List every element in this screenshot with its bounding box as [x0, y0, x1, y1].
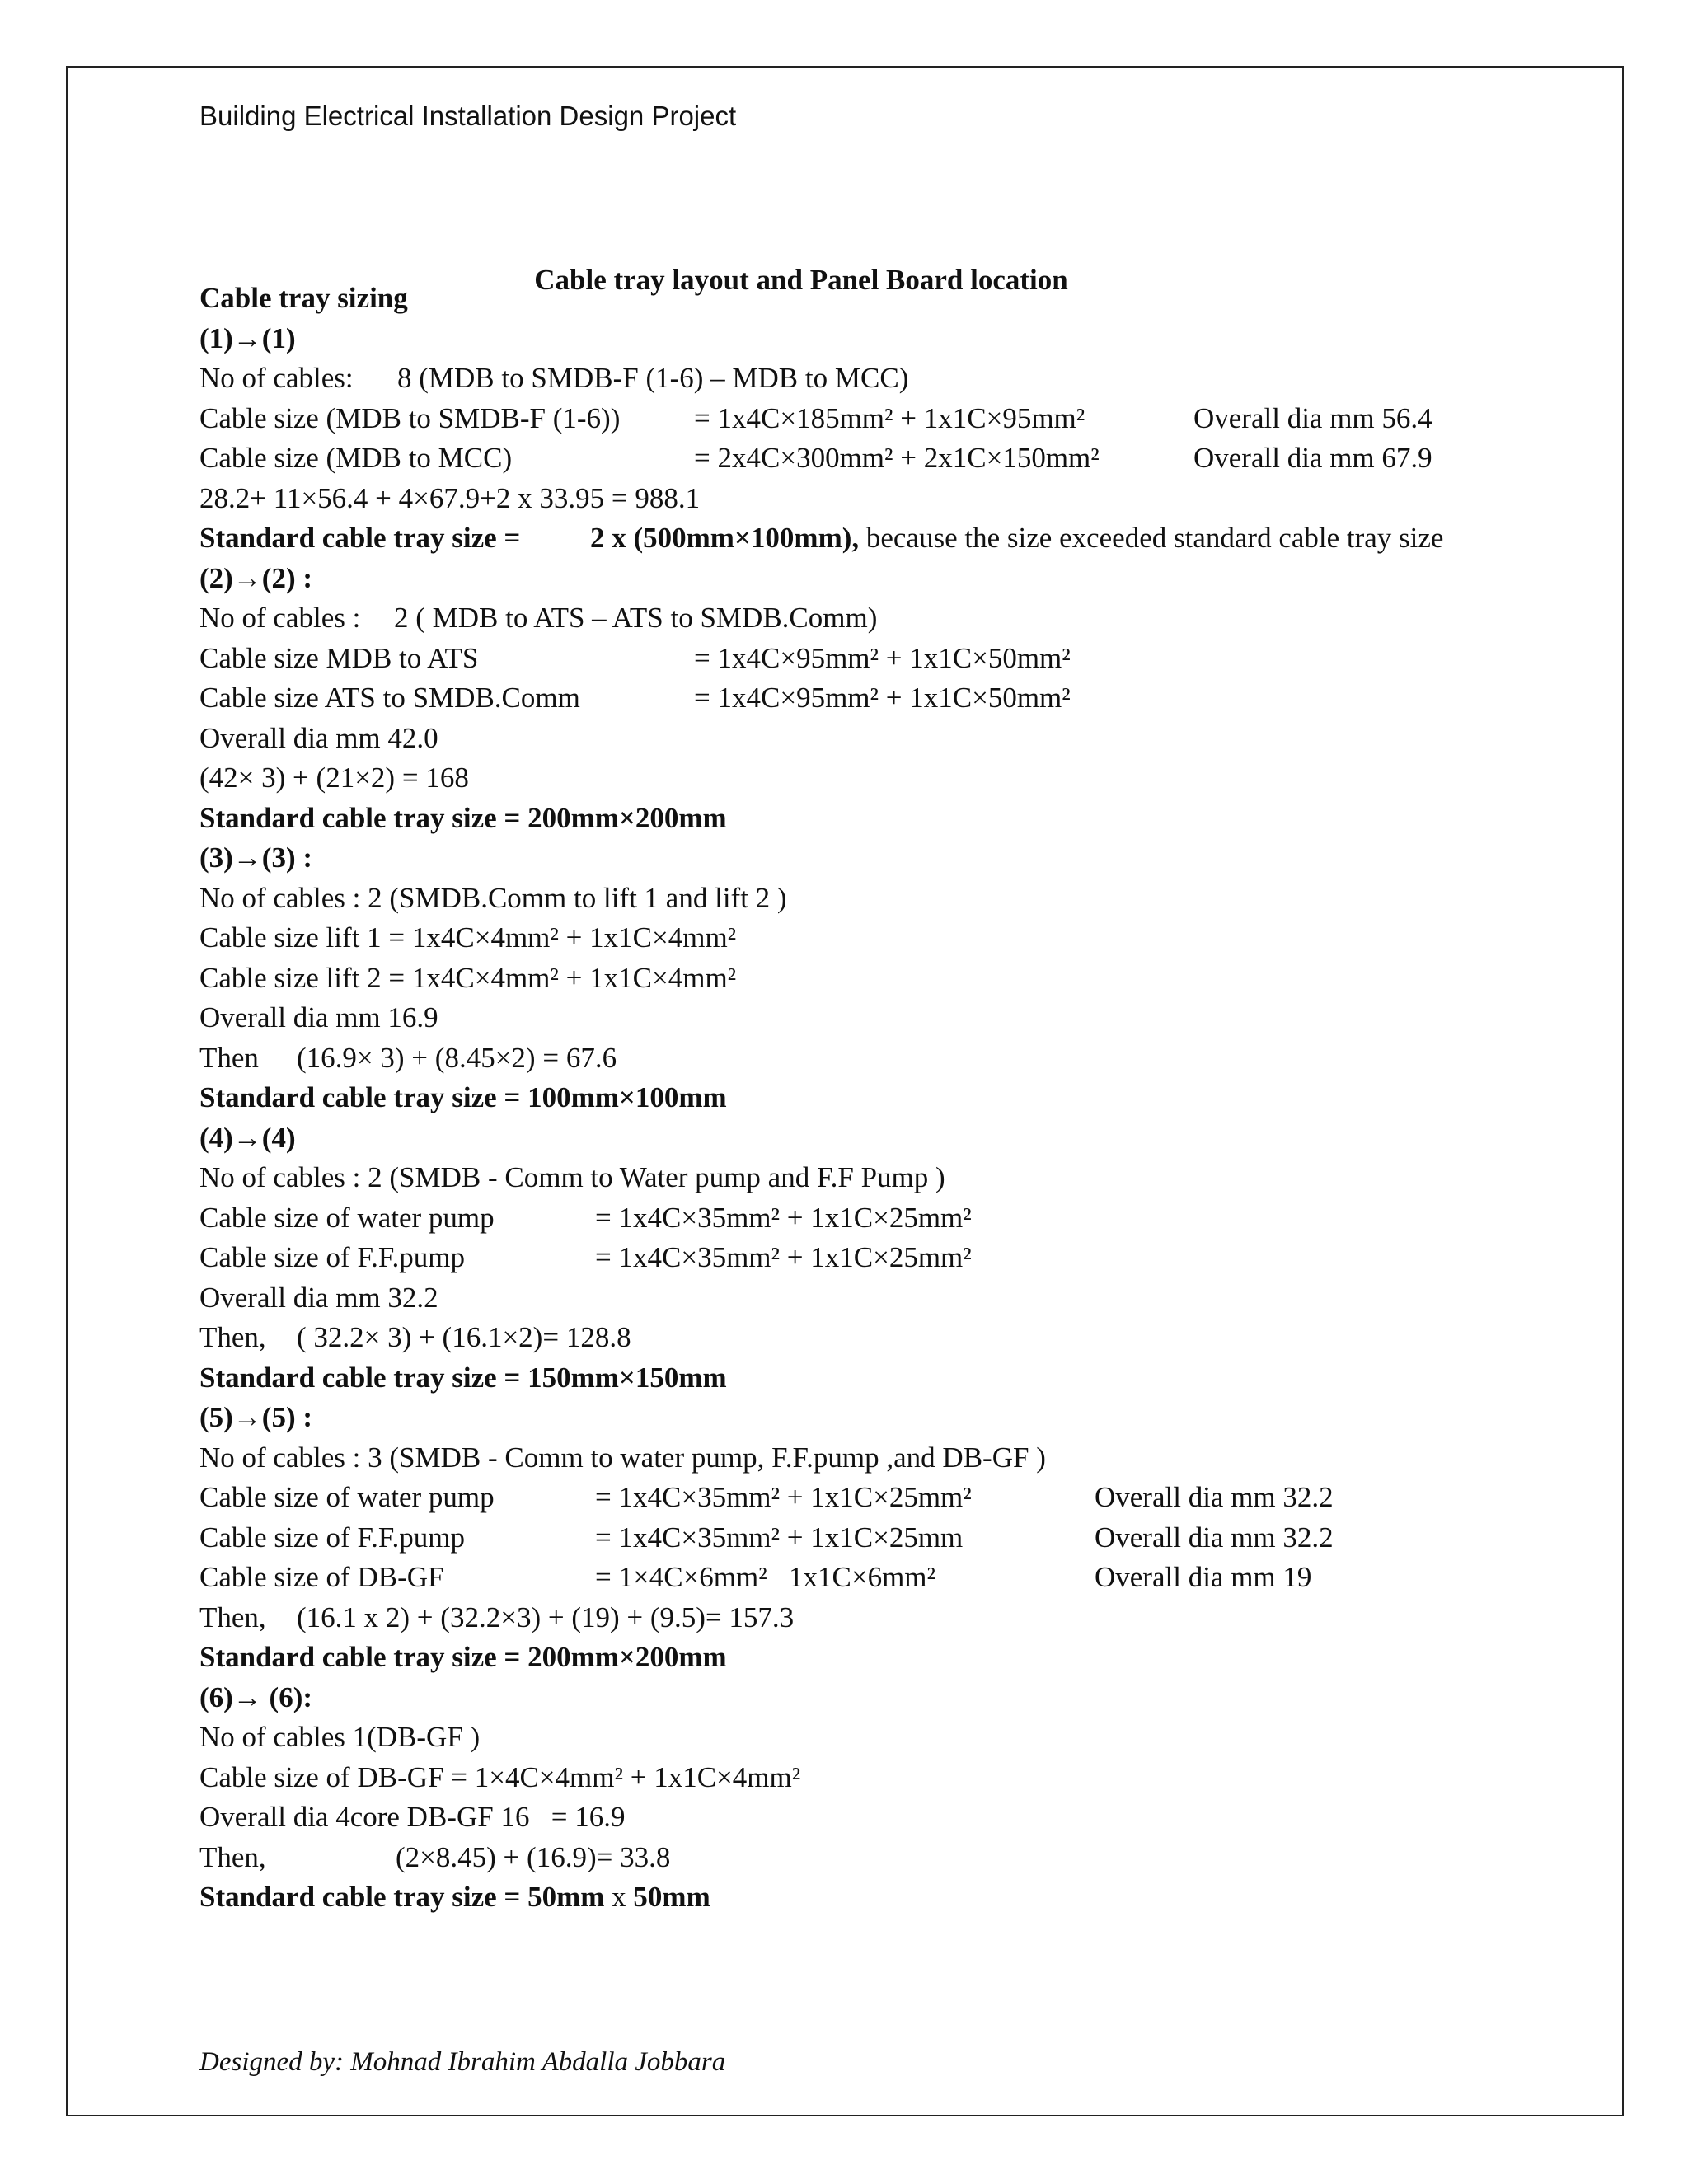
s4-r2-value: = 1x4C×35mm² + 1x1C×25mm² [595, 1241, 972, 1273]
designer-credit: Designed by: Mohnad Ibrahim Abdalla Jobbara [199, 2047, 726, 2077]
s4-label: (4)→(4) [199, 1121, 296, 1154]
s5-r3-value: = 1×4C×6mm² 1x1C×6mm² [595, 1561, 936, 1593]
s3-then-row [199, 1038, 1584, 1079]
s4-dia: Overall dia mm 32.2 [199, 1281, 438, 1314]
s4-then: Then, [199, 1321, 266, 1353]
s1-r2-value: = 2x4C×300mm² + 2x1C×150mm² [694, 442, 1100, 474]
s3-row-1: Cable size lift 1 = 1x4C×4mm² + 1x1C×4mm² [199, 921, 737, 954]
s5-r2-label: Cable size of F.F.pump [199, 1521, 466, 1554]
s1-r1-label: Cable size (MDB to SMDB-F (1-6)) [199, 401, 621, 434]
s6-std-b: 50mm [633, 1881, 710, 1913]
s6-calc: (2×8.45) + (16.9)= 33.8 [396, 1840, 671, 1873]
s6-label: (6)→ (6): [199, 1680, 313, 1713]
s2-row-1 [199, 639, 1584, 679]
s4-then-row [199, 1318, 1584, 1358]
s1-cables-value: 8 (MDB to SMDB-F (1-6) – MDB to MCC) [397, 362, 909, 394]
section-heading: Cable tray sizing [199, 282, 408, 314]
s5-standard: Standard cable tray size = 200mm×200mm [199, 1641, 727, 1673]
s1-std-wrap [590, 518, 1443, 559]
s1-label: (1)→(1) [199, 321, 296, 354]
s3-dia: Overall dia mm 16.9 [199, 1001, 438, 1033]
s5-then: Then, [199, 1601, 266, 1633]
s5-calc: (16.1 x 2) + (32.2×3) + (19) + (9.5)= 157.3 [297, 1601, 795, 1633]
s3-cables: No of cables : 2 (SMDB.Comm to lift 1 and lift 2 ) [199, 881, 787, 914]
s5-row-3 [199, 1558, 1584, 1598]
s2-cables [199, 598, 1584, 639]
s1-cables [199, 359, 1584, 399]
s2-cables-value: 2 ( MDB to ATS – ATS to SMDB.Comm) [394, 602, 878, 634]
page-title: Cable tray layout and Panel Board location [534, 264, 1068, 296]
s2-r1-label: Cable size MDB to ATS [199, 641, 479, 674]
s2-r2-label: Cable size ATS to SMDB.Comm [199, 682, 580, 714]
s5-r1-dia: Overall dia mm 32.2 [1095, 1481, 1334, 1513]
document-body [199, 279, 1584, 1918]
s3-label: (3)→(3) : [199, 841, 313, 874]
s2-r2-value: = 1x4C×95mm² + 1x1C×50mm² [694, 682, 1071, 714]
s4-r2-label: Cable size of F.F.pump [199, 1241, 466, 1273]
s1-r2-dia: Overall dia mm 67.9 [1193, 442, 1432, 474]
s1-r2-label: Cable size (MDB to MCC) [199, 442, 513, 474]
s3-calc: (16.9× 3) + (8.45×2) = 67.6 [297, 1041, 617, 1074]
s4-r1-value: = 1x4C×35mm² + 1x1C×25mm² [595, 1201, 972, 1234]
s5-label: (5)→(5) : [199, 1401, 313, 1433]
s4-calc: ( 32.2× 3) + (16.1×2)= 128.8 [297, 1321, 631, 1353]
s1-std-note: because the size exceeded standard cable tray size [859, 522, 1444, 554]
s6-dia: Overall dia 4core DB-GF 16 = 16.9 [199, 1801, 626, 1833]
s5-r2-dia: Overall dia mm 32.2 [1095, 1521, 1334, 1554]
s2-dia: Overall dia mm 42.0 [199, 721, 438, 754]
s6-cables: No of cables 1(DB-GF ) [199, 1721, 481, 1753]
s6-then: Then, [199, 1840, 266, 1873]
s5-r3-dia: Overall dia mm 19 [1095, 1561, 1312, 1593]
s5-r3-label: Cable size of DB-GF [199, 1561, 444, 1593]
s1-cables-label: No of cables: [199, 362, 354, 394]
s5-row-2 [199, 1518, 1584, 1558]
s4-r1-label: Cable size of water pump [199, 1201, 495, 1234]
s1-row-1 [199, 399, 1584, 439]
s2-row-2 [199, 678, 1584, 719]
s5-r2-value: = 1x4C×35mm² + 1x1C×25mm [595, 1521, 964, 1554]
s3-then: Then [199, 1041, 259, 1074]
s1-calc: 28.2+ 11×56.4 + 4×67.9+2 x 33.95 = 988.1 [199, 481, 701, 514]
s1-std-label: Standard cable tray size = [199, 522, 521, 554]
s2-r1-value: = 1x4C×95mm² + 1x1C×50mm² [694, 641, 1071, 674]
s1-row-2 [199, 438, 1584, 479]
document-header: Building Electrical Installation Design Project [199, 101, 737, 131]
s1-r1-dia: Overall dia mm 56.4 [1193, 401, 1432, 434]
s5-r1-value: = 1x4C×35mm² + 1x1C×25mm² [595, 1481, 972, 1513]
s6-standard [199, 1877, 1584, 1918]
s5-cables: No of cables : 3 (SMDB - Comm to water pump, F.F.pump ,and DB-GF ) [199, 1441, 1046, 1474]
s3-row-2: Cable size lift 2 = 1x4C×4mm² + 1x1C×4mm² [199, 961, 737, 994]
s2-label: (2)→(2) : [199, 561, 313, 594]
s6-std-a: Standard cable tray size = 50mm [199, 1881, 605, 1913]
s1-r1-value: = 1x4C×185mm² + 1x1C×95mm² [694, 401, 1085, 434]
s5-r1-label: Cable size of water pump [199, 1481, 495, 1513]
s2-standard: Standard cable tray size = 200mm×200mm [199, 801, 727, 834]
s4-row-2 [199, 1238, 1584, 1278]
s4-cables: No of cables : 2 (SMDB - Comm to Water pump and F.F Pump ) [199, 1161, 945, 1193]
s4-standard: Standard cable tray size = 150mm×150mm [199, 1361, 727, 1394]
s6-row-1: Cable size of DB-GF = 1×4C×4mm² + 1x1C×4mm² [199, 1760, 801, 1793]
s6-then-row [199, 1838, 1584, 1878]
s1-std-value: 2 x (500mm×100mm), [590, 522, 860, 554]
s6-std-x: x [604, 1881, 634, 1913]
s3-standard: Standard cable tray size = 100mm×100mm [199, 1081, 727, 1113]
s5-then-row [199, 1598, 1584, 1638]
s4-row-1 [199, 1198, 1584, 1239]
s5-row-1 [199, 1478, 1584, 1518]
s2-cables-label: No of cables : [199, 602, 361, 634]
s2-calc: (42× 3) + (21×2) = 168 [199, 762, 469, 794]
s1-standard [199, 518, 1584, 559]
